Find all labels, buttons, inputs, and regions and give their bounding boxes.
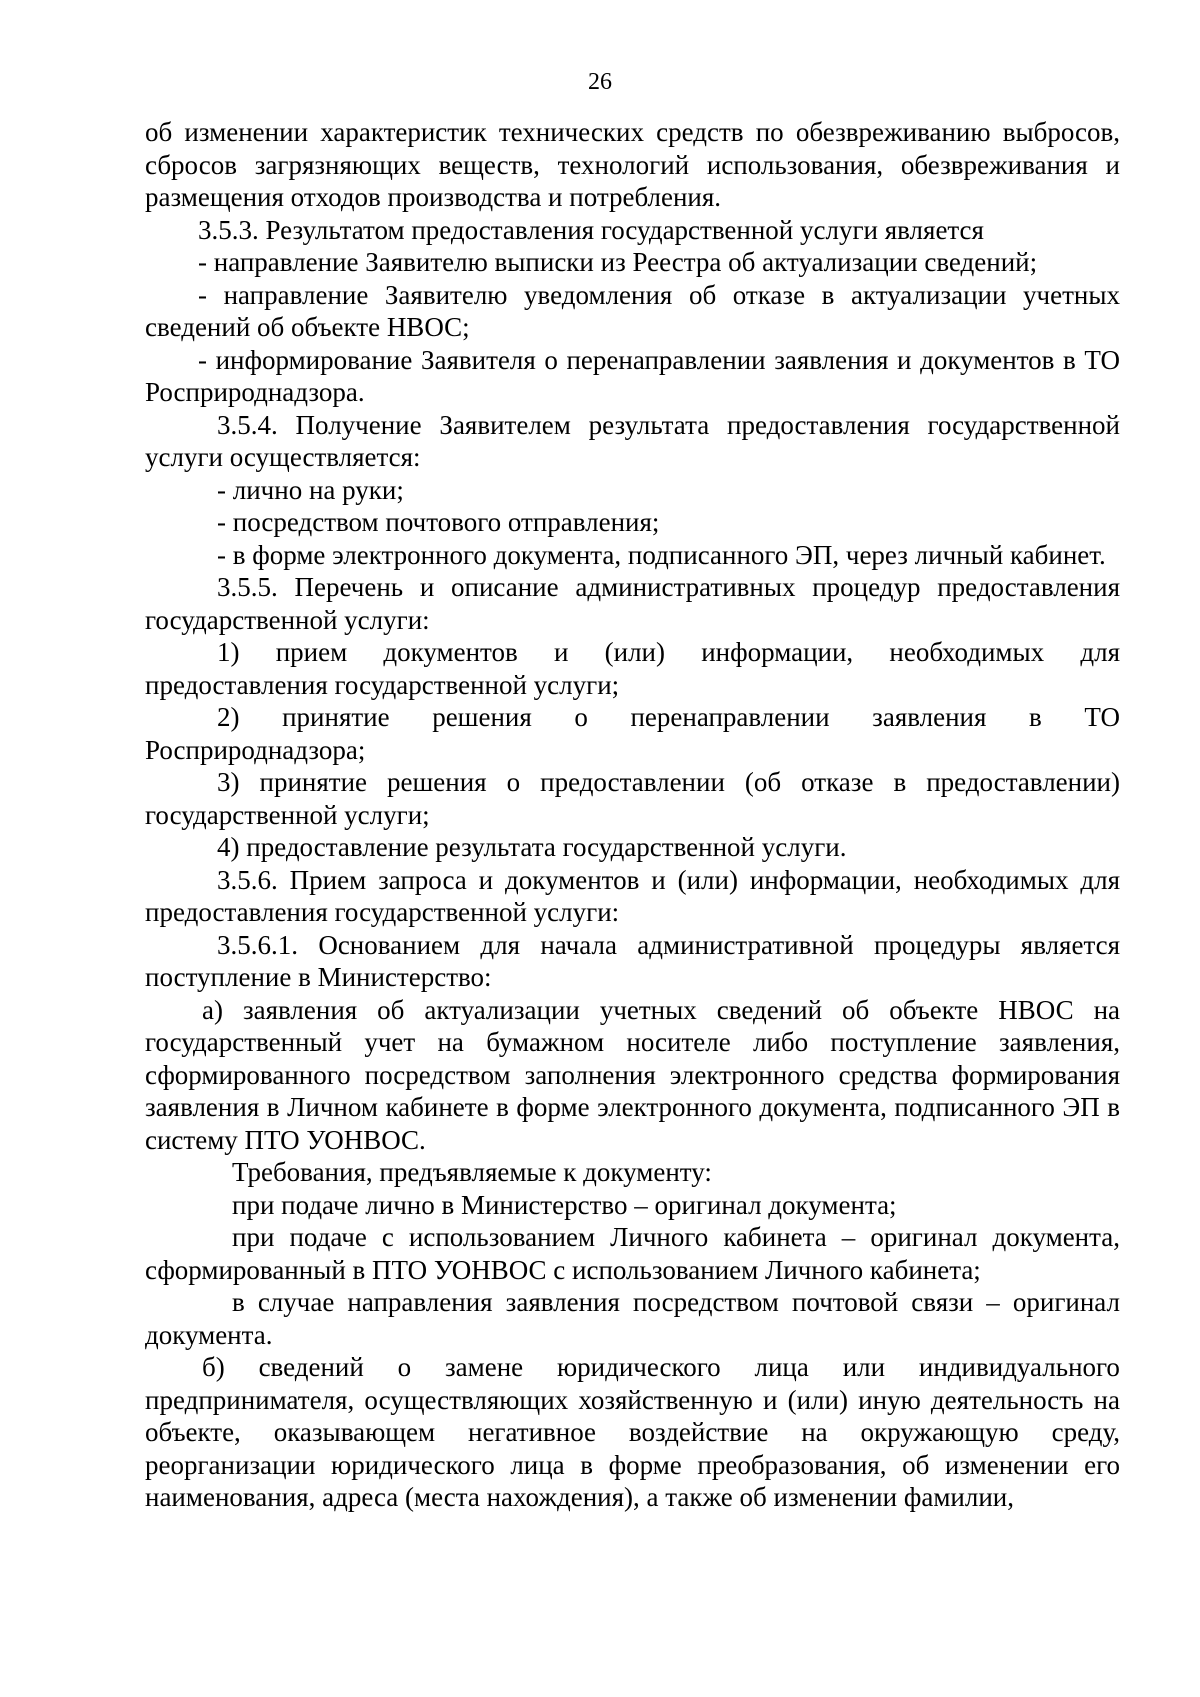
word: индивидуального [918,1352,1120,1382]
word: (или) [604,637,665,667]
word: для [1080,637,1120,667]
procedure-2-line [145,701,1120,734]
paragraph-3-5-3: 3.5.3. Результатом предоставления государственной услуги является [198,214,984,245]
item-a-application: а) заявления об актуализации учетных сведений об объекте НВОС на государственный учет на бумажном носителе либо поступление заявления, сформированного посредством заполнения электронного средства формирования заявления в Личном кабинете в форме электронного документа, подписанного ЭП в систему ПТО УОНВОС. [145,994,1120,1155]
paragraph-3-5-6-1: 3.5.6.1. Основанием для начала административной процедуры является поступление в Министерство: [145,929,1120,992]
word: и [553,637,569,667]
requirement-personal-cabinet: при подаче с использованием Личного кабинета – оригинал документа, сформированный в ПТО УОНВОС с использованием Личного кабинета; [145,1222,1120,1285]
word: решения [432,702,532,732]
word: о [574,702,588,732]
word: заявления [872,702,987,732]
word: документов [383,637,518,667]
word: 2) [217,702,240,732]
word: замене [445,1352,524,1382]
procedure-1-tail: предоставления государственной услуги; [145,669,620,700]
word: информации, [701,637,854,667]
paragraph-continuation: об изменении характеристик технических средств по обезвреживанию выбросов, сбросов загрязняющих веществ, технологий использования, обезвреживания и размещения отходов производства и потребления. [145,117,1120,212]
procedure-2-tail: Росприроднадзора; [145,734,366,765]
page-number: 26 [588,69,612,95]
item-b-first-line [145,1351,1120,1384]
word: лица [754,1352,809,1382]
document-body [145,116,1120,1514]
word: сведений [258,1352,364,1382]
word: необходимых [889,637,1045,667]
word: или [842,1352,886,1382]
procedure-3: 3) принятие решения о предоставлении (об отказе в предоставлении) государственной услуги; [145,767,1120,830]
requirements-heading: Требования, предъявляемые к документу: [232,1157,712,1187]
word: принятие [282,702,390,732]
word: ТО [1084,702,1120,732]
procedure-4: 4) предоставление результата государственной услуги. [217,832,847,862]
word: перенаправлении [630,702,830,732]
paragraph-3-5-5: 3.5.5. Перечень и описание административных процедур предоставления государственной услуги: [145,572,1120,635]
list-item-refusal-notice: - направление Заявителю уведомления об отказе в актуализации учетных сведений об объекте НВОС; [145,279,1120,342]
word: б) [202,1352,225,1382]
list-item-redirection-info: - информирование Заявителя о перенаправлении заявления и документов в ТО Росприроднадзора. [145,344,1120,407]
word: юридического [556,1352,721,1382]
list-item-postal: - посредством почтового отправления; [217,507,660,537]
item-b-continuation: предпринимателя, осуществляющих хозяйственную и (или) иную деятельность на объекте, оказывающем негативное воздействие на окружающую среду, реорганизации юридического лица в форме преобразования, об изменении его наименования, адреса (места нахождения), а также об изменении фамилии, [145,1384,1120,1512]
word: прием [275,637,348,667]
procedure-1-line [145,636,1120,669]
word: 1) [217,637,240,667]
requirement-in-person: при подаче лично в Министерство – оригинал документа; [232,1189,897,1220]
requirement-postal: в случае направления заявления посредством почтовой связи – оригинал документа. [145,1287,1120,1350]
word: о [397,1352,412,1382]
list-item-in-person: - лично на руки; [217,474,404,505]
paragraph-3-5-4: 3.5.4. Получение Заявителем результата предоставления государственной услуги осуществляется: [145,409,1120,472]
list-item-electronic: - в форме электронного документа, подписанного ЭП, через личный кабинет. [217,539,1106,570]
paragraph-3-5-6: 3.5.6. Прием запроса и документов и (или) информации, необходимых для предоставления государственной услуги: [145,864,1120,927]
word: в [1029,702,1042,732]
list-item-extract: - направление Заявителю выписки из Реестра об актуализации сведений; [198,247,1038,277]
